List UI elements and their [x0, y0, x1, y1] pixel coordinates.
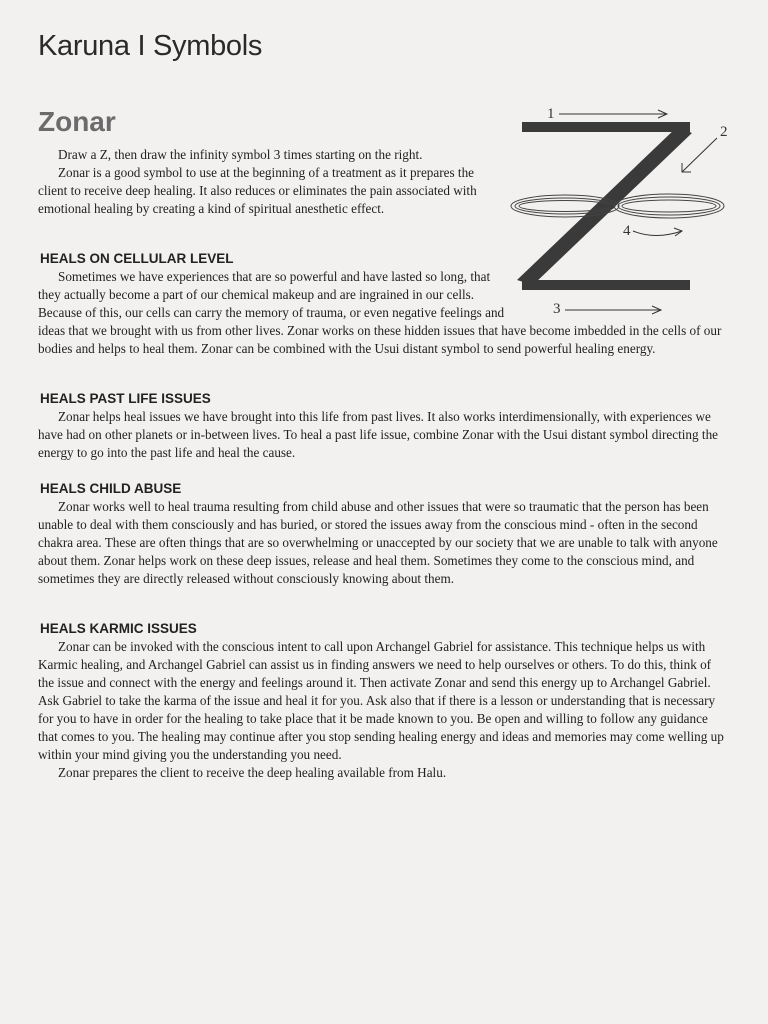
zonar-symbol-diagram	[505, 100, 745, 325]
section-paragraph: Zonar can be invoked with the conscious intent to call upon Archangel Gabriel for assistance. This technique helps us with Karmic healing, and Archangel Gabriel can assist us in finding answers we need to help ourselves or others. To do this, think of the issue and connect with the energy and feelings around it. Then activate Zonar and send this energy up to Archangel Gabriel. Ask Gabriel to take the karma of the issue and heal it for you. Ask also that if there is a lesson or understanding that is necessary for you to have in order for the healing to take place that it be made known to you. Be open and willing to follow any guidance that comes to you. The healing may continue after you stop sending healing energy and ideas and memories may come welling up within your mind giving you the understanding you need.	[38, 639, 724, 762]
section-text	[38, 498, 728, 588]
section-heading: HEALS ON CELLULAR LEVEL	[40, 251, 234, 266]
section-paragraph: Zonar prepares the client to receive the deep healing available from Halu.	[58, 765, 447, 780]
section-paragraph: Zonar works well to heal trauma resulting from child abuse and other issues that were so traumatic that the person has been unable to deal with them consciously and has buried, or stored the issues away from the conscious mind - often in the second chakra area. These are often things that are so overwhelming or unaccepted by our society that we are unable to talk with anyone about them. Zonar helps work on these deep issues, release and heal them. Sometimes they come to the conscious mind, and sometimes they are directly released without consciously knowing about them.	[38, 499, 718, 586]
section-heading: HEALS PAST LIFE ISSUES	[40, 391, 211, 406]
intro-text	[38, 146, 503, 218]
document-title: Karuna I Symbols	[38, 30, 263, 62]
section-paragraph: Sometimes we have experiences that are so powerful and have lasted so long, that they actually become a part of our chemical makeup and are ingrained in our cells. Because of this, our cells can carry the memory of trauma, or even negative feelings and ideas that we brought with us from other lives. Zonar works on these hidden issues that have become imbedded in the cells of our bodies and helps to heal them. Zonar can be combined with the Usui distant symbol to send powerful healing energy.	[38, 269, 722, 356]
intro-paragraph: Draw a Z, then draw the infinity symbol 3 times starting on the right.	[58, 147, 423, 162]
stroke-arrow-1	[547, 106, 667, 122]
stroke-label: 2	[720, 124, 728, 140]
symbol-title: Zonar	[38, 106, 116, 137]
stroke-label: 4	[623, 223, 631, 239]
section-paragraph: Zonar helps heal issues we have brought into this life from past lives. It also works interdimensionally, with experiences we have had on other planets or in-between lives. To heal a past life issue, combine Zonar with the Usui distant symbol directing the energy to go into the past life and heal the cause.	[38, 409, 719, 460]
stroke-arrow-4	[623, 223, 682, 239]
section-heading: HEALS KARMIC ISSUES	[40, 621, 197, 636]
section-heading: HEALS CHILD ABUSE	[40, 481, 182, 496]
section-text	[38, 408, 728, 462]
section-text	[38, 638, 728, 782]
z-stroke	[517, 122, 692, 290]
stroke-label: 3	[553, 301, 561, 317]
stroke-arrow-3	[553, 301, 661, 317]
stroke-label: 1	[547, 106, 555, 122]
intro-paragraph: Zonar is a good symbol to use at the beginning of a treatment as it prepares the client to receive deep healing. It also reduces or eliminates the pain associated with emotional healing by creating a kind of spiritual anesthetic effect.	[38, 165, 477, 216]
